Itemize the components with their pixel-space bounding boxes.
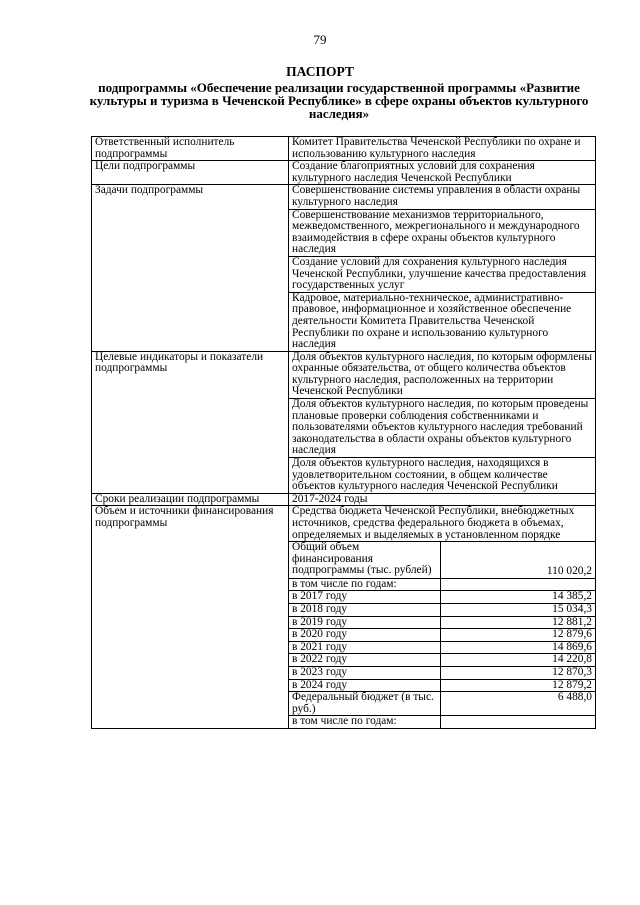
- year-value: 15 034,3: [441, 603, 596, 616]
- year-label: в 2021 году: [289, 641, 441, 654]
- row-label: Задачи подпрограммы: [92, 185, 289, 351]
- year-value: 14 220,8: [441, 654, 596, 667]
- federal-budget-label: Федеральный бюджет (в тыс. руб.): [289, 692, 441, 716]
- page-number: 79: [313, 32, 327, 47]
- row-label: Цели подпрограммы: [92, 161, 289, 185]
- document-subtitle: подпрограммы «Обеспечение реализации государственной программы «Развитие культуры и туризма в Чеченской Республике» в сфере охраны объектов культурного наследия»: [89, 80, 589, 121]
- document-title: ПАСПОРТ: [286, 64, 354, 79]
- year-label: в 2017 году: [289, 591, 441, 604]
- row-label: Объем и источники финансирования подпрограммы: [92, 506, 289, 729]
- row-value: Создание благоприятных условий для сохранения культурного наследия Чеченской Республики: [289, 161, 596, 185]
- federal-budget-value: 6 488,0: [441, 692, 596, 716]
- task-item: Совершенствование механизмов территориального, межведомственного, межрегионального и международного взаимодействия в сфере охраны объектов культурного наследия: [289, 209, 596, 256]
- year-value: 12 879,2: [441, 679, 596, 692]
- row-label: Целевые индикаторы и показатели подпрограммы: [92, 351, 289, 493]
- row-label: Сроки реализации подпрограммы: [92, 493, 289, 506]
- row-terms: [92, 493, 596, 506]
- row-responsible: [92, 137, 596, 161]
- task-item: Создание условий для сохранения культурного наследия Чеченской Республики, улучшение качества предоставления государственных услуг: [289, 256, 596, 292]
- funding-total-value: 110 020,2: [441, 542, 596, 579]
- funding-sources: Средства бюджета Чеченской Республики, внебюджетных источников, средства федерального бюджета в объемах, определяемых и выделяемых в установленном порядке: [289, 506, 596, 542]
- row-label: Ответственный исполнитель подпрограммы: [92, 137, 289, 161]
- year-value: 12 879,6: [441, 629, 596, 642]
- row-value: 2017-2024 годы: [289, 493, 596, 506]
- indicator-item: Доля объектов культурного наследия, находящихся в удовлетворительном состоянии, в общем количестве объектов культурного наследия Чеченской Республики: [289, 458, 596, 494]
- funding-total-label: Общий объем финансирования подпрограммы (тыс. рублей): [289, 542, 441, 579]
- year-label: в 2024 году: [289, 679, 441, 692]
- passport-table: [91, 136, 596, 729]
- row-goals: [92, 161, 596, 185]
- year-value: 12 881,2: [441, 616, 596, 629]
- indicator-item: Доля объектов культурного наследия, по которым проведены плановые проверки соблюдения собственниками и пользователями объектов культурного наследия требований законодательства в области охраны объектов культурного наследия: [289, 399, 596, 458]
- year-value: 12 870,3: [441, 666, 596, 679]
- year-label: в 2023 году: [289, 666, 441, 679]
- federal-by-years-label: в том числе по годам:: [289, 716, 441, 729]
- year-label: в 2019 году: [289, 616, 441, 629]
- task-item: Совершенствование системы управления в области охраны культурного наследия: [289, 185, 596, 209]
- indicator-item: Доля объектов культурного наследия, по которым оформлены охранные обязательства, от общего количества объектов культурного наследия, расположенных на территории Чеченской Республики: [289, 351, 596, 398]
- year-label: в 2022 году: [289, 654, 441, 667]
- row-value: Комитет Правительства Чеченской Республики по охране и использованию культурного наследия: [289, 137, 596, 161]
- row-tasks: [92, 185, 596, 209]
- funding-by-years-label: в том числе по годам:: [289, 578, 441, 591]
- year-label: в 2018 году: [289, 603, 441, 616]
- task-item: Кадровое, материально-техническое, административно-правовое, информационное и хозяйственное обеспечение деятельности Комитета Правительства Чеченской Республики по охране и использованию культурного наследия: [289, 292, 596, 351]
- year-label: в 2020 году: [289, 629, 441, 642]
- row-funding: [92, 506, 596, 542]
- year-value: 14 869,6: [441, 641, 596, 654]
- row-indicators: [92, 351, 596, 398]
- year-value: 14 385,2: [441, 591, 596, 604]
